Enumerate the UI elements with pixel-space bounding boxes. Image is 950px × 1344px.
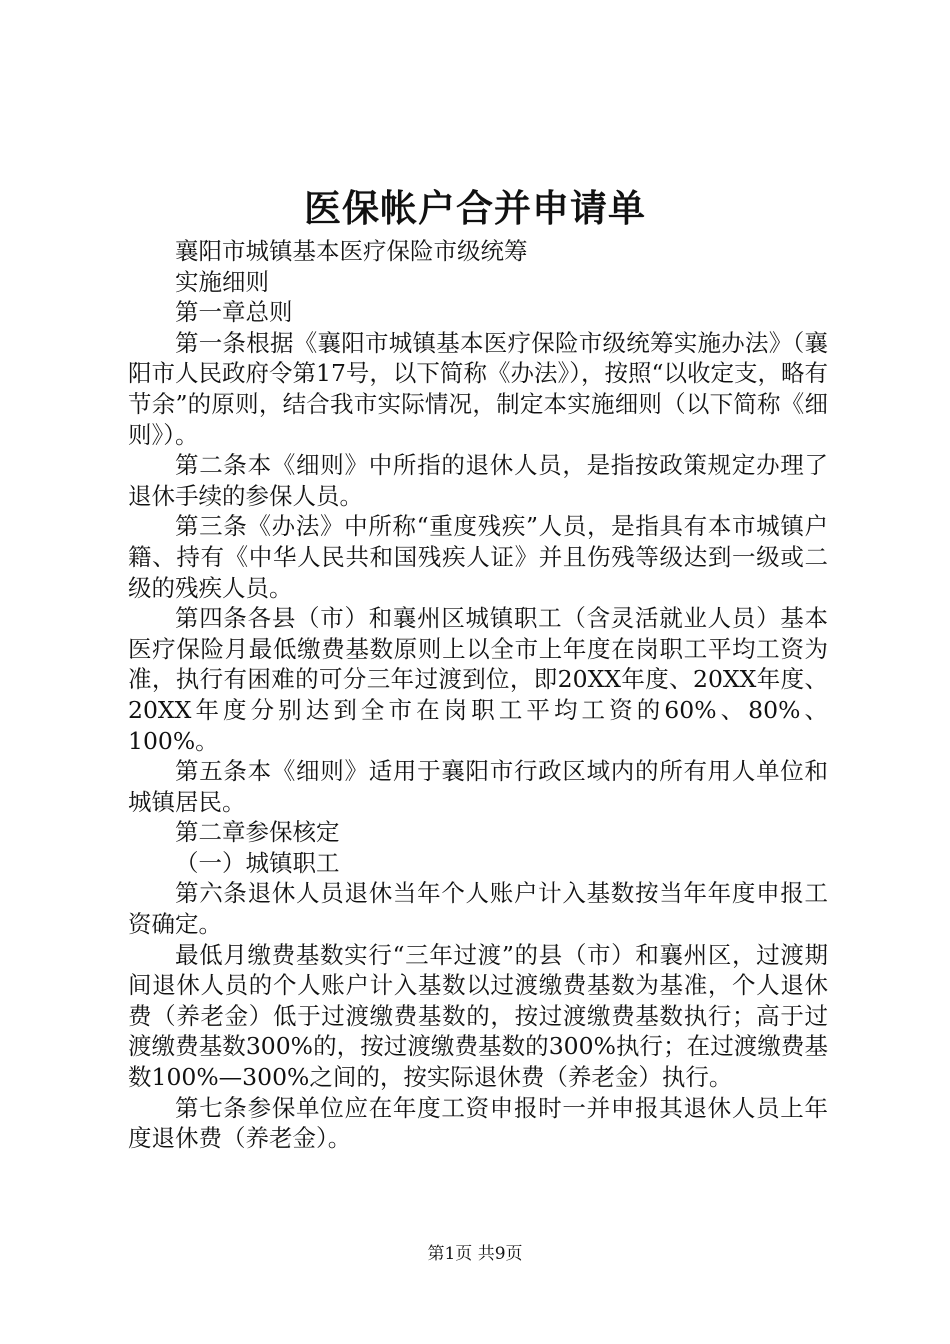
- document-body: [128, 236, 828, 1154]
- document-title: 医保帐户合并申请单: [304, 186, 646, 230]
- section-heading: （一）城镇职工: [175, 848, 340, 877]
- paragraph: 襄阳市城镇基本医疗保险市级统筹: [175, 237, 528, 265]
- paragraph: 第七条参保单位应在年度工资申报时一并申报其退休人员上年度退休费（养老金）。: [128, 1093, 828, 1153]
- chapter-heading: 第二章参保核定: [175, 818, 340, 847]
- paragraph: 第三条《办法》中所称“重度残疾”人员，是指具有本市城镇户籍、持有《中华人民共和国残疾人证》并且伤残等级达到一级或二级的残疾人员。: [128, 512, 828, 602]
- paragraph: 第四条各县（市）和襄州区城镇职工（含灵活就业人员）基本医疗保险月最低缴费基数原则上以全市上年度在岗职工平均工资为准，执行有困难的可分三年过渡到位，即20XX年度、20XX年度、20XX年度分别达到全市在岗职工平均工资的60%、80%、100%。: [128, 604, 828, 755]
- page-number-footer: 第1页 共9页: [427, 1244, 523, 1264]
- paragraph: 第六条退休人员退休当年个人账户计入基数按当年年度申报工资确定。: [128, 879, 828, 939]
- paragraph: 实施细则: [175, 267, 269, 296]
- paragraph: 第二条本《细则》中所指的退休人员，是指按政策规定办理了退休手续的参保人员。: [128, 451, 828, 510]
- chapter-heading: 第一章总则: [175, 298, 293, 327]
- paragraph: 第五条本《细则》适用于襄阳市行政区域内的所有用人单位和城镇居民。: [128, 757, 828, 816]
- paragraph: 第一条根据《襄阳市城镇基本医疗保险市级统筹实施办法》（襄阳市人民政府令第17号，以下简称《办法》），按照“以收定支，略有节余”的原则，结合我市实际情况，制定本实施细则（以下简称《细则》）。: [128, 328, 828, 449]
- paragraph: 最低月缴费基数实行“三年过渡”的县（市）和襄州区，过渡期间退休人员的个人账户计入基数以过渡缴费基数为基准，个人退休费（养老金）低于过渡缴费基数的，按过渡缴费基数执行；高于过渡缴费基数300%的，按过渡缴费基数的300%执行；在过渡缴费基数100%—300%之间的，按实际退休费（养老金）执行。: [128, 940, 828, 1092]
